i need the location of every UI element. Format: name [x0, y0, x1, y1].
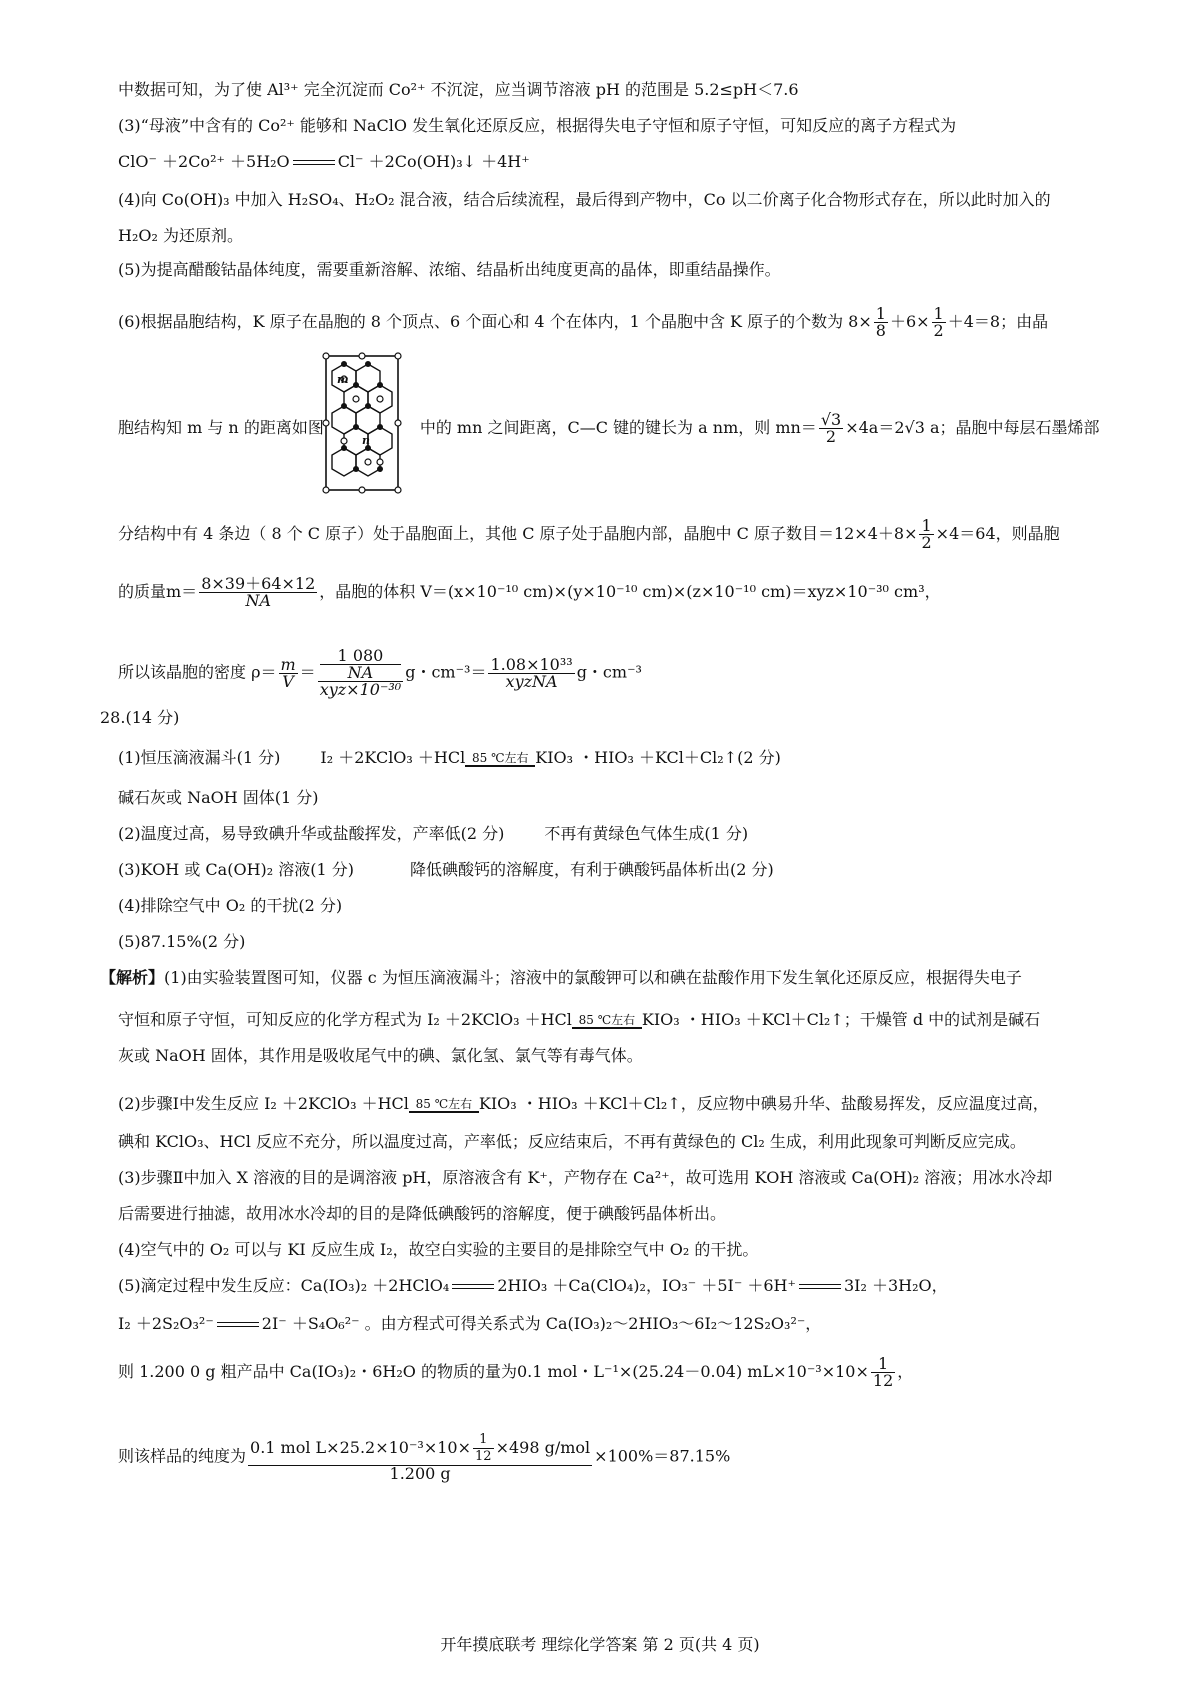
text-seg: ×4a＝2√3 a；晶胞中每层石墨烯部 [845, 418, 1100, 437]
text-line [118, 412, 1100, 445]
text-seg: 3I₂ ＋3H₂O， [843, 1276, 948, 1295]
text-seg: ×100%＝87.15% [594, 1446, 731, 1466]
text-seg: 守恒和原子守恒，可知反应的化学方程式为 I₂ ＋2KClO₃ ＋HCl [118, 1010, 572, 1029]
text-line [118, 306, 1048, 339]
text-seg: ×4＝64，则晶胞 [935, 524, 1060, 543]
text-seg: 中的 mn 之间距离，C—C 键的键长为 a nm，则 mn＝ [419, 418, 817, 437]
text-seg: 2HIO₃ ＋Ca(ClO₄)₂，IO₃⁻ ＋5I⁻ ＋6H⁺ [497, 1276, 796, 1295]
text-seg: 分结构中有 4 条边（ 8 个 C 原子）处于晶胞面上，其他 C 原子处于晶胞内部，晶胞中 C 原子数目＝12×4＋8× [118, 524, 918, 543]
text-seg: ＋4＝8；由晶 [947, 312, 1049, 331]
answer-line: 碱石灰或 NaOH 固体(1 分) [118, 788, 319, 807]
eq-right: Cl⁻ ＋2Co(OH)₃↓ ＋4H⁺ [337, 152, 530, 171]
text-line: (3)“母液”中含有的 Co²⁺ 能够和 NaClO 发生氧化还原反应，根据得失电子守恒和原子守恒，可知反应的离子方程式为 [118, 116, 957, 135]
text-seg: (6)根据晶胞结构，K 原子在晶胞的 8 个顶点、6 个面心和 4 个在体内，1 个晶胞中含 K 原子的个数为 8× [118, 312, 872, 331]
equation-line [118, 1274, 948, 1298]
text-line: H₂O₂ 为还原剂。 [118, 226, 243, 245]
fraction: 1 080 NA xyz×10⁻³⁰ [319, 646, 402, 699]
fraction: $\frac{1}{2}$ [921, 516, 932, 552]
fraction: $\frac{1}{12}$ [872, 1354, 894, 1390]
text-seg: (1)恒压滴液漏斗(1 分) [118, 748, 281, 767]
text-seg: I₂ ＋2KClO₃ ＋HCl [320, 748, 466, 767]
text-seg: 的质量m＝ [118, 582, 198, 601]
equation-line [118, 1312, 821, 1336]
text-seg: I₂ ＋2S₂O₃²⁻ [118, 1314, 214, 1333]
text-seg: g・cm⁻³＝ [405, 662, 487, 682]
text-seg: KIO₃ ・HIO₃ ＋KCl＋Cl₂↑(2 分) [535, 748, 781, 767]
text-seg: ＝ [299, 662, 316, 682]
equals-sign [293, 160, 335, 165]
fraction: $\frac{1}{2}$ [933, 304, 944, 340]
text-line [118, 518, 1060, 551]
answer-line [118, 822, 748, 846]
fraction: $\frac{m}{V}$ [280, 654, 296, 691]
text-line: (5)为提高醋酸钴晶体纯度，需要重新溶解、浓缩、结晶析出纯度更高的晶体，即重结晶操作。 [118, 260, 781, 279]
text-line: 后需要进行抽滤，故用冰水冷却的目的是降低碘酸钙的溶解度，便于碘酸钙晶体析出。 [118, 1204, 727, 1223]
text-line [100, 966, 1022, 990]
reaction-arrow: 85 ℃左右 [465, 751, 535, 767]
text-seg: (3)KOH 或 Ca(OH)₂ 溶液(1 分) [118, 860, 355, 879]
fraction: $\frac{1}{8}$ [875, 304, 886, 340]
text-seg: (2)步骤Ⅰ中发生反应 I₂ ＋2KClO₃ ＋HCl [118, 1094, 409, 1113]
answer-line [118, 858, 774, 882]
text-seg: 则 1.200 0 g 粗产品中 Ca(IO₃)₂・6H₂O 的物质的量为0.1 mol・L⁻¹×(25.24－0.04) mL×10⁻³×10× [118, 1362, 869, 1381]
answer-line [118, 746, 781, 770]
text-line: 中数据可知，为了使 Al³⁺ 完全沉淀而 Co²⁺ 不沉淀，应当调节溶液 pH 的范围是 5.2≤pH＜7.6 [118, 80, 799, 99]
fraction: $\frac{\text{1.08×10³³}}{\text{xyzNA}}$ [490, 654, 573, 691]
text-line: 灰或 NaOH 固体，其作用是吸收尾气中的碘、氯化氢、氯气等有毒气体。 [118, 1046, 643, 1065]
reaction-arrow: 85 ℃左右 [572, 1013, 642, 1029]
analysis-label: 【解析】 [100, 968, 165, 987]
reaction-arrow: 85 ℃左右 [409, 1097, 479, 1113]
eq-left: ClO⁻ ＋2Co²⁺ ＋5H₂O [118, 152, 290, 171]
text-seg: 所以该晶胞的密度 ρ＝ [118, 662, 277, 682]
text-seg: g・cm⁻³ [576, 662, 642, 682]
text-seg: 则该样品的纯度为 [118, 1446, 247, 1466]
text-line: (4)空气中的 O₂ 可以与 KI 反应生成 I₂，故空白实验的主要目的是排除空气中 O₂ 的干扰。 [118, 1240, 759, 1259]
text-line: 碘和 KClO₃、HCl 反应不充分，所以温度过高，产率低；反应结束后，不再有黄绿色的 Cl₂ 生成，利用此现象可判断反应完成。 [118, 1132, 1026, 1151]
text-seg: ＋6× [889, 312, 930, 331]
text-line [118, 1008, 1040, 1032]
svg-text:m: m [337, 373, 349, 386]
text-line: (3)步骤Ⅱ中加入 X 溶液的目的是调溶液 pH，原溶液含有 K⁺，产物存在 Ca²⁺，故可选用 KOH 溶液或 Ca(OH)₂ 溶液；用冰水冷却 [118, 1168, 1053, 1187]
fraction: 0.1 mol L×25.2×10⁻³×10× $\frac{1}{12}$ ×498 g/mol 1.200 g [250, 1432, 591, 1483]
svg-text:n: n [362, 434, 370, 447]
text-seg: (1)由实验装置图可知，仪器 c 为恒压滴液漏斗；溶液中的氯酸钾可以和碘在盐酸作用下发生氧化还原反应，根据得失电子 [164, 968, 1022, 987]
text-line [118, 576, 941, 609]
text-line: (4)向 Co(OH)₃ 中加入 H₂SO₄、H₂O₂ 混合液，结合后续流程，最后得到产物中，Co 以二价离子化合物形式存在，所以此时加入的 [118, 190, 1051, 209]
answer-line: (5)87.15%(2 分) [118, 932, 246, 951]
text-seg: KIO₃ ・HIO₃ ＋KCl＋Cl₂↑；干燥管 d 中的试剂是碱石 [641, 1010, 1041, 1029]
text-line [118, 648, 642, 698]
text-line [118, 1432, 730, 1482]
text-line [118, 1356, 913, 1389]
equation-line [118, 150, 530, 174]
text-line [118, 1092, 1049, 1116]
text-seg: (2)温度过高，易导致碘升华或盐酸挥发，产率低(2 分) [118, 824, 505, 843]
page-footer: 开年摸底联考 理综化学答案 第 2 页(共 4 页) [440, 1635, 760, 1654]
question-number: 28.(14 分) [100, 708, 180, 727]
text-seg: ，晶胞的体积 V＝(x×10⁻¹⁰ cm)×(y×10⁻¹⁰ cm)×(z×10⁻¹⁰ cm)＝xyz×10⁻³⁰ cm³， [319, 582, 941, 601]
fraction: $\frac{√3}{2}$ [820, 410, 842, 446]
answer-line: (4)排除空气中 O₂ 的干扰(2 分) [118, 896, 343, 915]
text-seg: 2I⁻ ＋S₄O₆²⁻ 。由方程式可得关系式为 Ca(IO₃)₂～2HIO₃～6I₂～12S₂O₃²⁻， [261, 1314, 822, 1333]
text-seg: 降低碘酸钙的溶解度，有利于碘酸钙晶体析出(2 分) [410, 860, 774, 879]
text-seg: ， [897, 1362, 914, 1381]
text-seg: 胞结构知 m 与 n 的距离如图 [118, 418, 324, 437]
text-seg: (5)滴定过程中发生反应：Ca(IO₃)₂ ＋2HClO₄ [118, 1276, 450, 1295]
fraction: $\frac{8\times 39+64\times 12}{NA}$ [201, 574, 316, 610]
text-seg: 不再有黄绿色气体生成(1 分) [544, 824, 749, 843]
text-seg: KIO₃ ・HIO₃ ＋KCl＋Cl₂↑，反应物中碘易升华、盐酸易挥发，反应温度过高， [478, 1094, 1049, 1113]
